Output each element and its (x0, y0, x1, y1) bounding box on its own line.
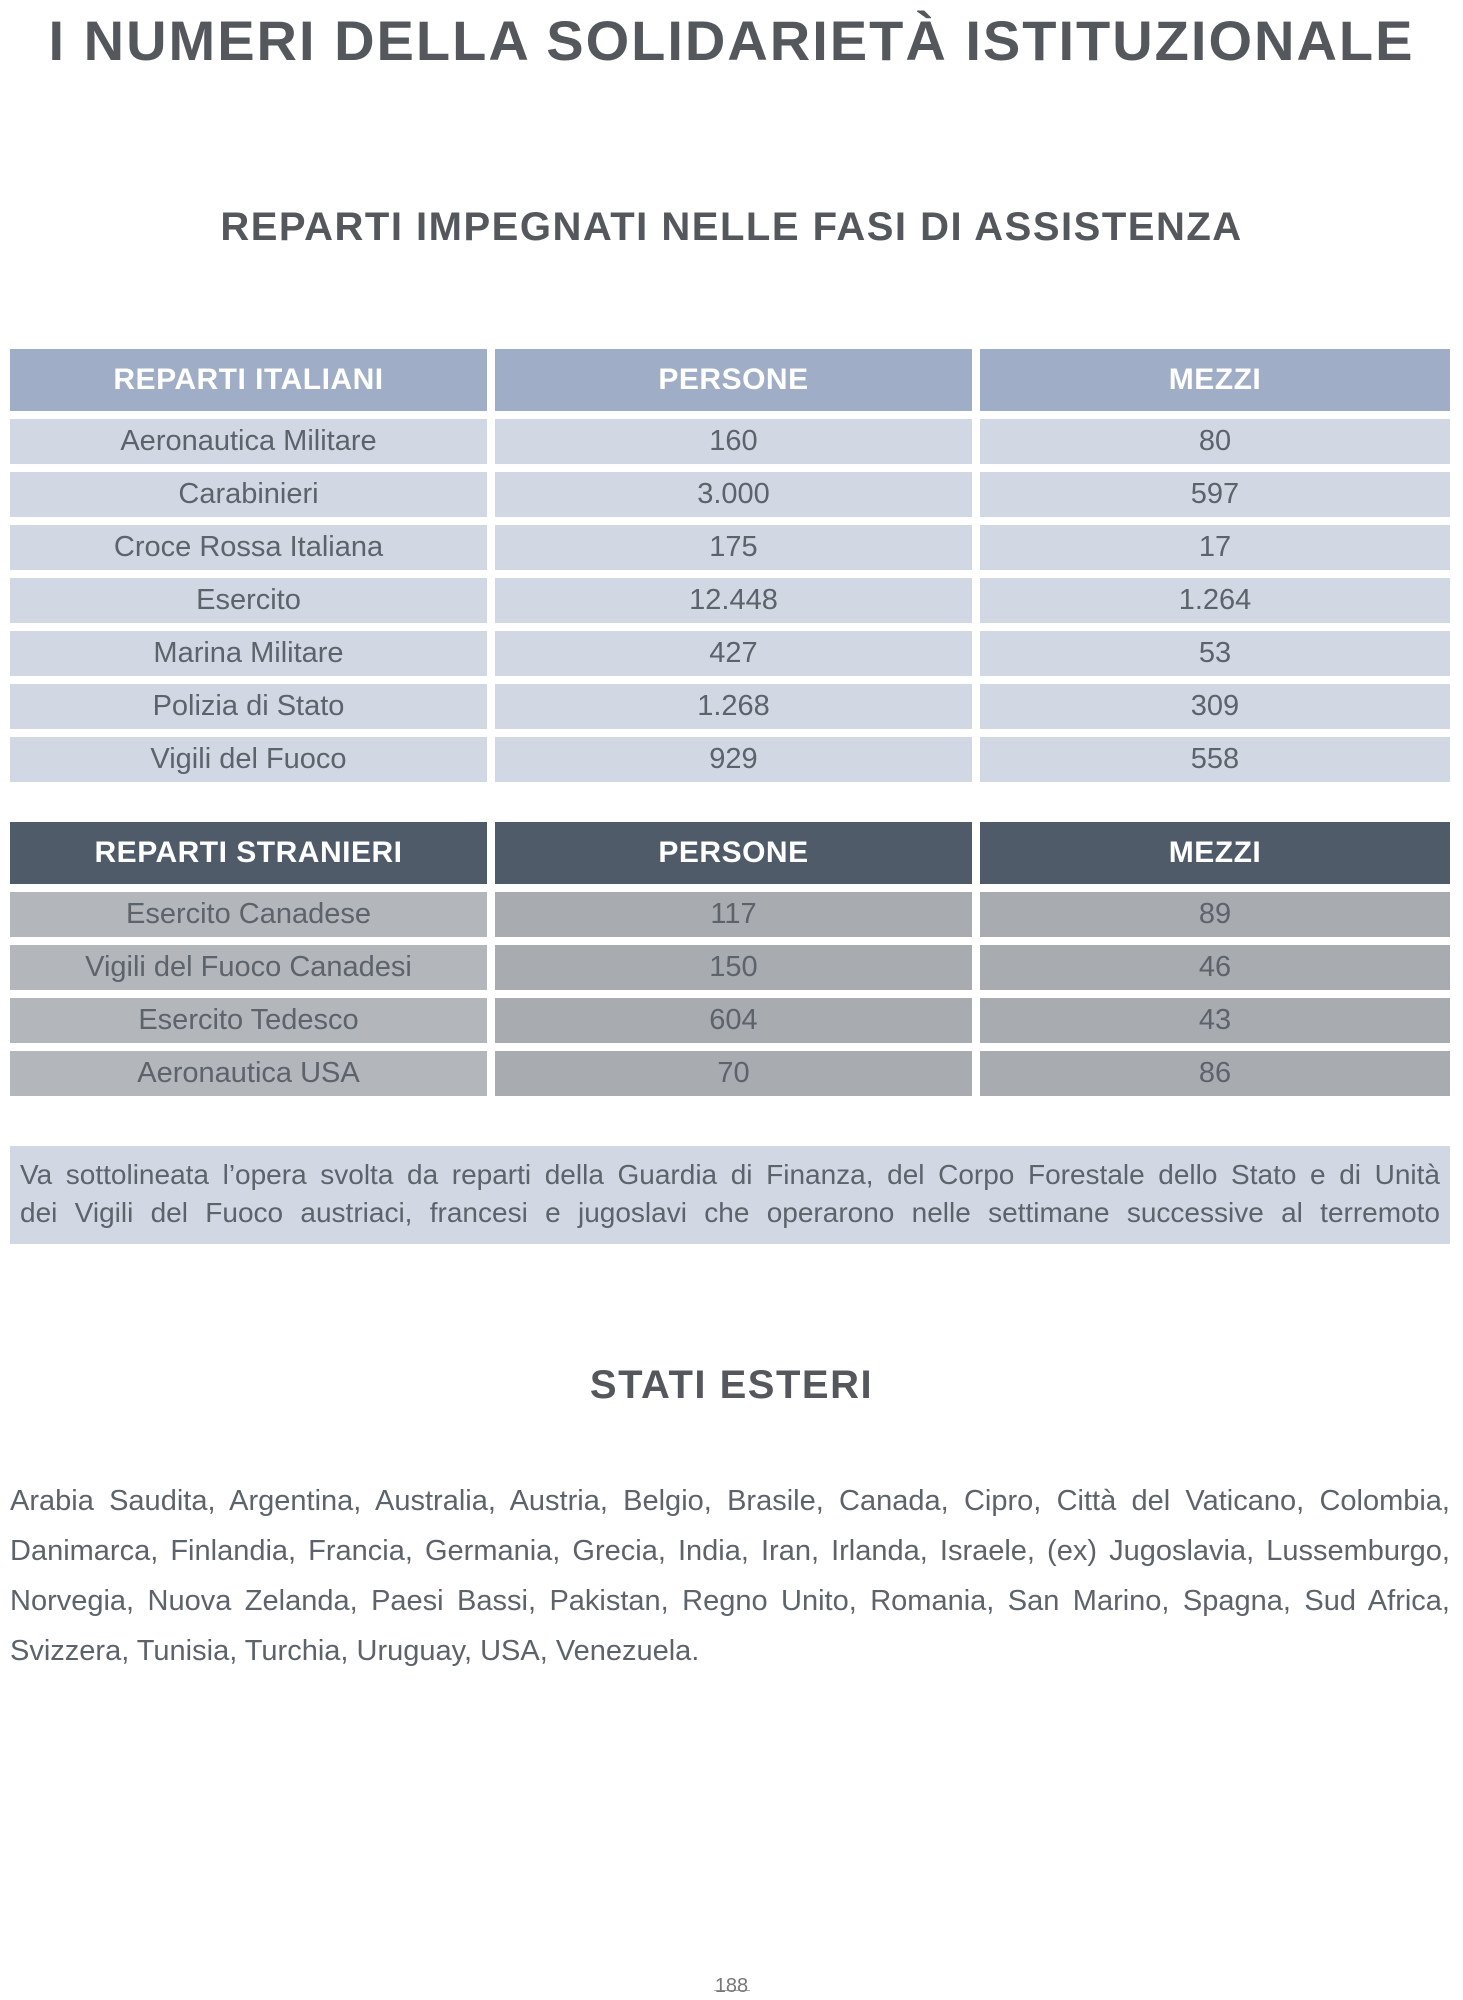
reparto-cell: Marina Militare (10, 631, 487, 676)
mezzi-cell: 53 (980, 631, 1450, 676)
persone-cell: 604 (495, 998, 972, 1043)
reparto-cell: Esercito (10, 578, 487, 623)
column-header-persone: PERSONE (495, 822, 972, 884)
persone-cell: 12.448 (495, 578, 972, 623)
column-header-mezzi: MEZZI (980, 349, 1450, 411)
persone-cell: 117 (495, 892, 972, 937)
persone-cell: 160 (495, 419, 972, 464)
persone-cell: 175 (495, 525, 972, 570)
page-title: I NUMERI DELLA SOLIDARIETÀ ISTITUZIONALE (48, 9, 1415, 72)
persone-cell: 1.268 (495, 684, 972, 729)
mezzi-cell: 1.264 (980, 578, 1450, 623)
reparto-cell: Vigili del Fuoco (10, 737, 487, 782)
page-number: 188 (714, 1975, 749, 1997)
reparto-cell: Esercito Canadese (10, 892, 487, 937)
column-header-mezzi: MEZZI (980, 822, 1450, 884)
reparto-cell: Esercito Tedesco (10, 998, 487, 1043)
mezzi-cell: 597 (980, 472, 1450, 517)
persone-cell: 427 (495, 631, 972, 676)
mezzi-cell: 558 (980, 737, 1450, 782)
mezzi-cell: 80 (980, 419, 1450, 464)
mezzi-cell: 309 (980, 684, 1450, 729)
reparto-cell: Vigili del Fuoco Canadesi (10, 945, 487, 990)
column-header-reparti: REPARTI STRANIERI (10, 822, 487, 884)
reparto-cell: Croce Rossa Italiana (10, 525, 487, 570)
mezzi-cell: 17 (980, 525, 1450, 570)
column-header-reparti: REPARTI ITALIANI (10, 349, 487, 411)
reparto-cell: Polizia di Stato (10, 684, 487, 729)
reparto-cell: Aeronautica Militare (10, 419, 487, 464)
table-reparti-stranieri (10, 822, 1450, 1096)
reparto-cell: Aeronautica USA (10, 1051, 487, 1096)
reparto-cell: Carabinieri (10, 472, 487, 517)
note-box (10, 1146, 1450, 1244)
persone-cell: 70 (495, 1051, 972, 1096)
persone-cell: 929 (495, 737, 972, 782)
persone-cell: 150 (495, 945, 972, 990)
mezzi-cell: 43 (980, 998, 1450, 1043)
table-reparti-italiani (10, 349, 1450, 782)
mezzi-cell: 46 (980, 945, 1450, 990)
column-header-persone: PERSONE (495, 349, 972, 411)
persone-cell: 3.000 (495, 472, 972, 517)
section-title: REPARTI IMPEGNATI NELLE FASI DI ASSISTENZA (220, 205, 1243, 249)
mezzi-cell: 89 (980, 892, 1450, 937)
mezzi-cell: 86 (980, 1051, 1450, 1096)
note-line: Va sottolineata l’opera svolta da reparti della Guardia di Finanza, del Corpo Forestale dello Stato e di Unità (20, 1159, 1440, 1190)
stati-esteri-list: Arabia Saudita, Argentina, Australia, Austria, Belgio, Brasile, Canada, Cipro, Città del Vaticano, Colombia, Danimarca, Finlandia, Francia, Germania, Grecia, India, Iran, Irlanda, Israele, (ex) Jugoslavia, Lussemburgo, Norvegia, Nuova Zelanda, Paesi Bassi, Pakistan, Regno Unito, Romania, San Marino, Spagna, Sud Africa, Svizzera, Tunisia, Turchia, Uruguay, USA, Venezuela. (10, 1485, 1450, 1667)
stati-esteri-title: STATI ESTERI (589, 1363, 874, 1407)
note-line: dei Vigili del Fuoco austriaci, francesi e jugoslavi che operarono nelle settimane successive al terremoto (20, 1197, 1440, 1228)
